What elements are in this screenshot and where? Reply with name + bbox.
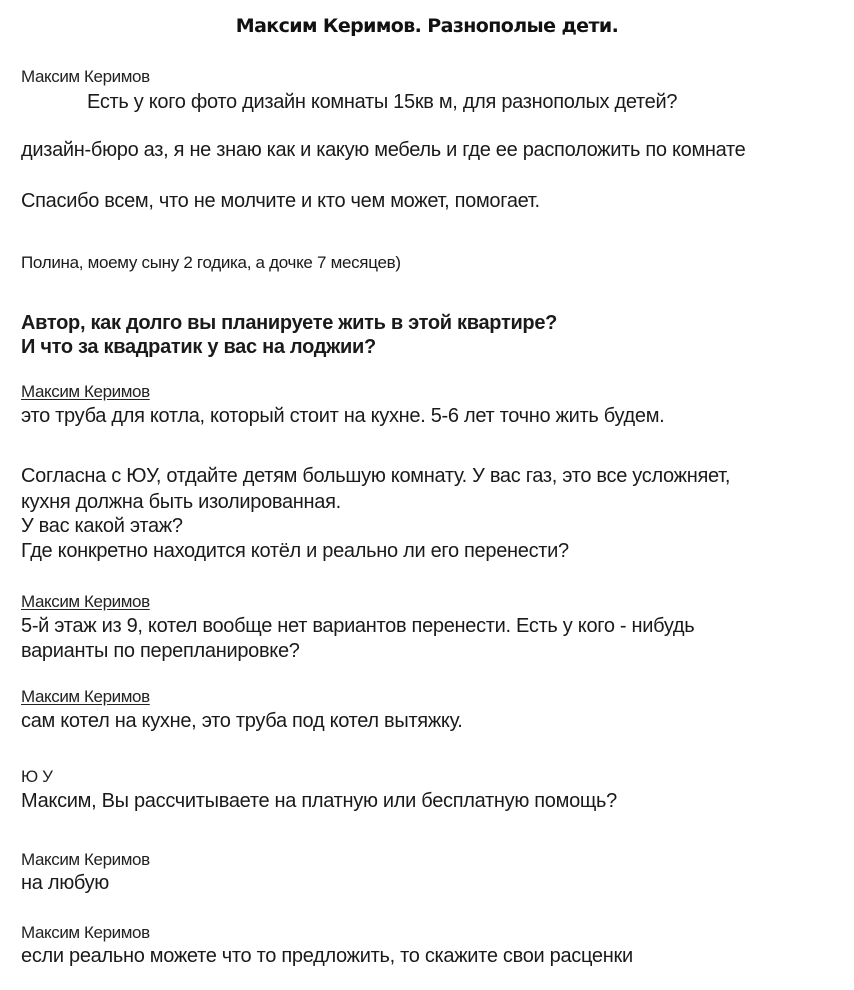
post-message: варианты по перепланировке? [21,640,300,662]
post-message: Автор, как долго вы планируете жить в этой квартире? [21,312,558,334]
post-message: кухня должна быть изолированная. [21,491,341,513]
post-message: если реально можете что то предложить, то скажите свои расценки [21,945,633,967]
post-author-link[interactable]: Максим Керимов [21,687,150,706]
post-message: Где конкретно находится котёл и реально ли его перенести? [21,540,569,562]
post-author: Максим Керимов [21,67,150,86]
post-message: 5-й этаж из 9, котел вообще нет вариантов перенести. Есть у кого - нибудь [21,615,695,637]
post-message: У вас какой этаж? [21,515,183,537]
post-message: сам котел на кухне, это труба под котел вытяжку. [21,710,463,732]
post-message: на любую [21,872,110,894]
document-title: Максим Керимов. Разнополые дети. [235,15,619,37]
post-message: Полина, моему сыну 2 годика, а дочке 7 месяцев) [21,253,401,272]
post-author: Ю У [21,767,53,786]
post-author: Максим Керимов [21,850,150,869]
post-message: И что за квадратик у вас на лоджии? [21,336,376,358]
post-message: Спасибо всем, что не молчите и кто чем может, помогает. [21,190,540,212]
post-message: Есть у кого фото дизайн комнаты 15кв м, для разнополых детей? [87,91,678,113]
post-message: Согласна с ЮУ, отдайте детям большую комнату. У вас газ, это все усложняет, [21,465,731,487]
post-message: дизайн-бюро аз, я не знаю как и какую мебель и где ее расположить по комнате [21,139,746,161]
post-author: Максим Керимов [21,923,150,942]
post-message: Максим, Вы рассчитываете на платную или бесплатную помощь? [21,790,617,812]
post-message: это труба для котла, который стоит на кухне. 5-6 лет точно жить будем. [21,405,665,427]
post-author-link[interactable]: Максим Керимов [21,382,150,401]
post-author-link[interactable]: Максим Керимов [21,592,150,611]
